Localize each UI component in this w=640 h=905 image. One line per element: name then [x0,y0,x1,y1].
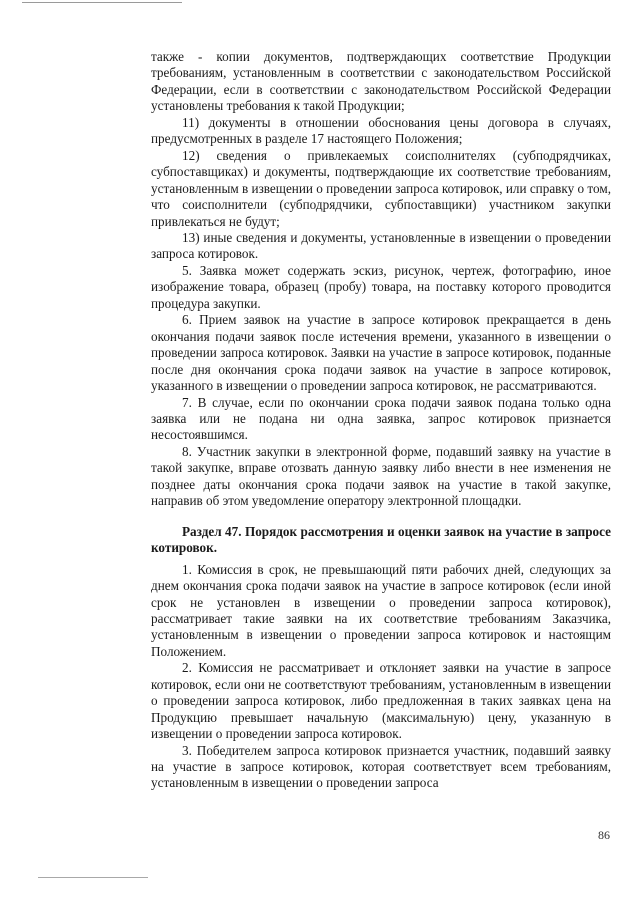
bottom-scan-line [38,877,148,878]
paragraph: 5. Заявка может содержать эскиз, рисунок, чертеж, фотографию, иное изображение товара, образец (пробу) товара, на поставку которого проводится процедура закупки. [151,262,611,311]
paragraph: 13) иные сведения и документы, установленные в извещении о проведении запроса котировок. [151,229,611,262]
paragraph: 12) сведения о привлекаемых соисполнителях (субподрядчиках, субпоставщиках) и документы, подтверждающие их соответствие требованиям, установленным в извещении о проведении запроса котировок, или справку о том, что соисполнители (субподрядчики, субпоставщики) участником закупки привлекаться не будут; [151,147,611,229]
page-number: 86 [598,828,610,842]
paragraph: 3. Победителем запроса котировок признается участник, подавший заявку на участие в запросе котировок, которая соответствует всем требованиям, установленным в извещении о проведении запроса [151,742,611,791]
paragraph: 7. В случае, если по окончании срока подачи заявок подана только одна заявка или не подана ни одна заявка, запрос котировок признается несостоявшимся. [151,394,611,443]
paragraph: также - копии документов, подтверждающих соответствие Продукции требованиям, установленным в соответствии с законодательством Российской Федерации, если в соответствии с законодательством Российской Федерации установлены требования к такой Продукции; [151,49,611,114]
paragraph: 1. Комиссия в срок, не превышающий пяти рабочих дней, следующих за днем окончания срока подачи заявок на участие в запросе котировок (если иной срок не установлен в извещении о проведении запроса котировок), рассматривает такие заявки на их соответствие требованиям Заказчика, установленным в извещении о проведении запроса котировок и настоящим Положением. [151,561,611,659]
top-scan-line [22,2,182,3]
paragraph: 6. Прием заявок на участие в запросе котировок прекращается в день окончания подачи заявок после истечения времени, указанного в извещении о проведении запроса котировок. Заявки на участие в запросе котировок, поданные после дня окончания срока подачи заявок на участие в запросе котировок, указанного в извещении о проведении запроса котировок, не рассматриваются. [151,312,611,394]
section-heading: Раздел 47. Порядок рассмотрения и оценки заявок на участие в запросе котировок. [151,523,611,556]
paragraph: 2. Комиссия не рассматривает и отклоняет заявки на участие в запросе котировок, если они не соответствуют требованиям, установленным в извещении о проведении запроса котировок, либо предложенная в таких заявках цена на Продукцию превышает начальную (максимальную) цену, указанную в извещении о проведении запроса котировок. [151,660,611,742]
paragraph: 8. Участник закупки в электронной форме, подавший заявку на участие в такой закупке, вправе отозвать данную заявку либо внести в нее изменения не позднее даты окончания срока подачи заявок на участие в такой закупке, направив об этом уведомление оператору электронной площадки. [151,443,611,509]
document-body [151,49,611,792]
paragraph: 11) документы в отношении обоснования цены договора в случаях, предусмотренных в разделе 17 настоящего Положения; [151,114,611,147]
